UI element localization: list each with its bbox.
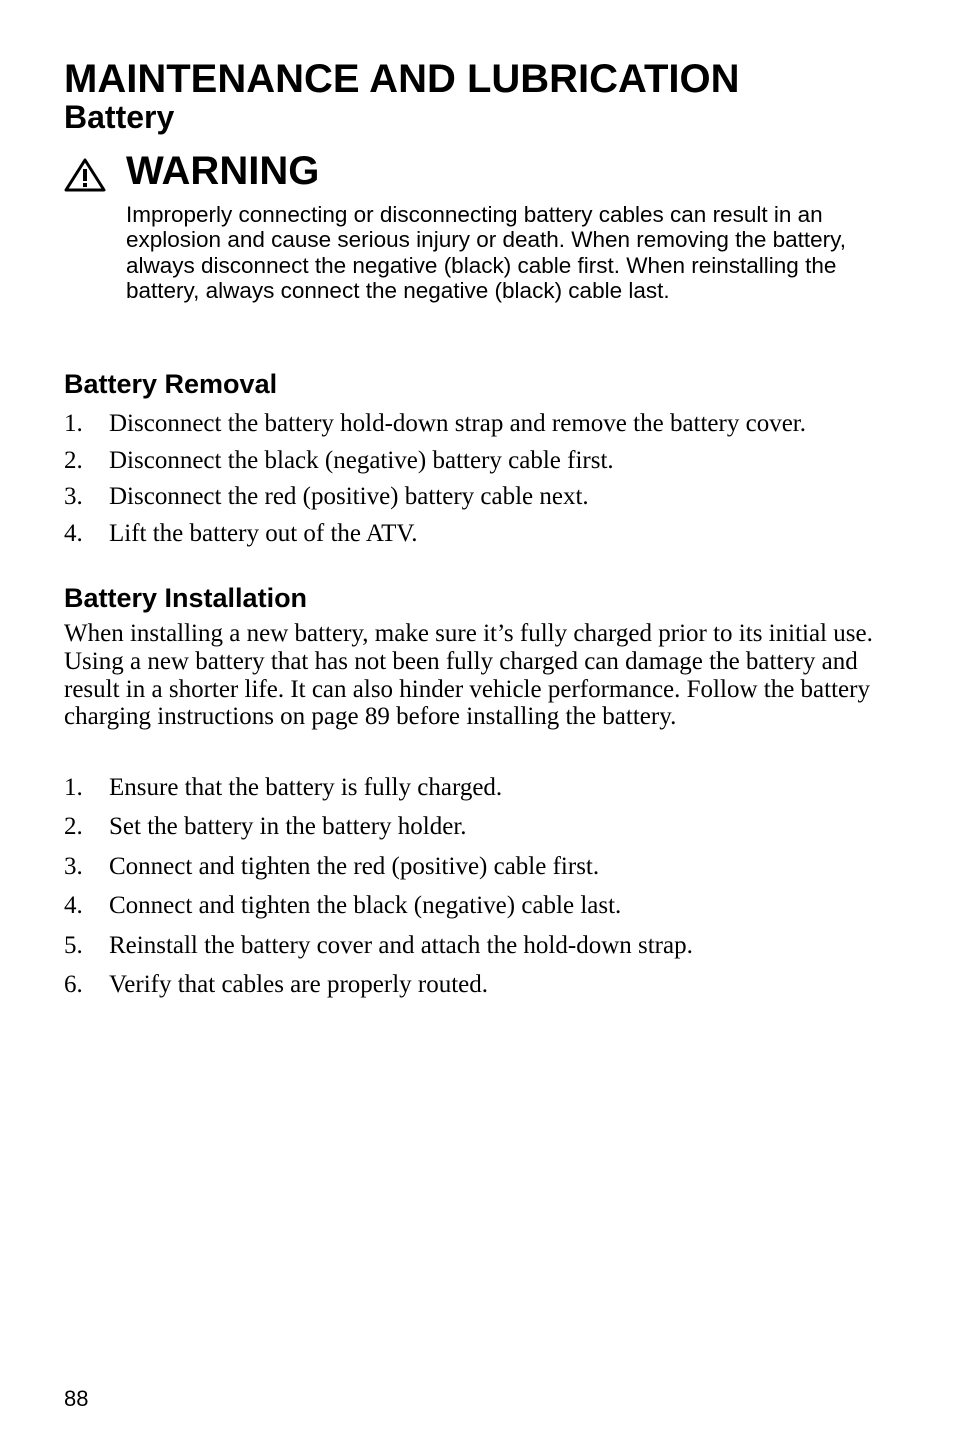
step-text: Connect and tighten the black (negative) cable last. — [109, 892, 622, 920]
step-number: 2. — [64, 446, 83, 474]
section-title: Battery — [64, 99, 175, 135]
step-number: 6. — [64, 970, 83, 998]
step-number: 2. — [64, 813, 83, 841]
step-text: Lift the battery out of the ATV. — [109, 520, 418, 548]
list-item — [64, 445, 894, 482]
step-number: 3. — [64, 483, 83, 511]
step-number: 1. — [64, 410, 83, 437]
step-number: 3. — [64, 852, 83, 880]
battery-removal-heading: Battery Removal — [64, 369, 278, 399]
warning-triangle-icon — [64, 158, 106, 192]
warning-heading: WARNING — [126, 149, 320, 193]
step-number: 1. — [64, 774, 83, 801]
battery-installation-heading: Battery Installation — [64, 583, 308, 613]
step-text: Connect and tighten the red (positive) cable first. — [109, 852, 600, 880]
step-text: Disconnect the battery hold-down strap and remove the battery cover. — [109, 410, 806, 437]
step-number: 4. — [64, 520, 83, 548]
page-number: 88 — [64, 1386, 89, 1411]
warning-text: Improperly connecting or disconnecting battery cables can result in an explosion and cause serious injury or death. When removing the battery, always disconnect the negative (black) cable first. When reinstalling the battery, always connect the negative (black) cable last. — [126, 202, 846, 303]
list-item — [64, 518, 894, 555]
list-item — [64, 969, 894, 1008]
step-number: 4. — [64, 892, 83, 920]
list-item — [64, 851, 894, 890]
step-text: Disconnect the black (negative) battery cable first. — [109, 446, 614, 474]
list-item — [64, 481, 894, 518]
battery-installation-paragraph: When installing a new battery, make sure it’s fully charged prior to its initial use. Using a new battery that has not been fully charged can damage the battery and result in a shorter life. It can also hinder vehicle performance. Follow the battery charging instructions on page 89 before installing the battery. — [64, 620, 873, 731]
step-text: Set the battery in the battery holder. — [109, 813, 467, 841]
step-text: Disconnect the red (positive) battery cable next. — [109, 483, 589, 511]
step-text: Ensure that the battery is fully charged. — [109, 774, 503, 801]
list-item — [64, 811, 894, 850]
step-text: Reinstall the battery cover and attach the hold-down strap. — [109, 931, 693, 959]
battery-removal-steps — [64, 408, 894, 555]
chapter-title: MAINTENANCE AND LUBRICATION — [64, 57, 740, 101]
list-item — [64, 930, 894, 969]
battery-installation-steps — [64, 772, 894, 1008]
step-text: Verify that cables are properly routed. — [109, 970, 489, 998]
list-item — [64, 890, 894, 929]
list-item — [64, 408, 894, 445]
step-number: 5. — [64, 931, 83, 959]
list-item — [64, 772, 894, 811]
